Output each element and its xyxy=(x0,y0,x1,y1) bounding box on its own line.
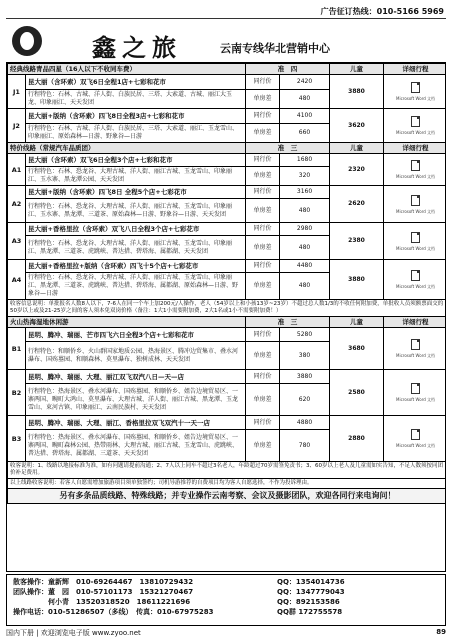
word-doc-label: Microsoft Word 文档 xyxy=(396,96,436,101)
child-price: 2380 xyxy=(330,223,384,260)
route-code: A4 xyxy=(8,260,26,300)
single-room-price: 660 xyxy=(280,124,330,143)
single-room-price: 380 xyxy=(280,342,330,370)
peer-price: 5280 xyxy=(280,328,330,342)
promo-banner xyxy=(8,489,447,504)
peer-price-label: 同行价 xyxy=(246,109,280,124)
route-code: B2 xyxy=(8,370,26,416)
header-child: 儿童 xyxy=(330,64,384,75)
header-child: 儿童 xyxy=(330,317,384,328)
route-title: 昆大丽+版纳（含环索）四飞8日 全程5个店+七彩花市 xyxy=(26,186,246,199)
contact-group-2: 何小青 13520318520 18611221696 xyxy=(13,598,191,606)
route-title: 昆大丽（含环索）双飞6日全程3个店+七彩和花市 xyxy=(26,154,246,167)
route-title: 昆大丽+香格里拉+版纳（含环索）四飞十5个店+七彩花市 xyxy=(26,260,246,273)
itinerary-doc-link[interactable] xyxy=(384,154,446,186)
peer-price: 3160 xyxy=(280,186,330,199)
header-detail: 详细行程 xyxy=(384,317,446,328)
route-row-j1 xyxy=(8,75,447,90)
route-row-a3 xyxy=(8,223,447,236)
header-standard: 准 三 xyxy=(246,317,330,328)
word-doc-label: Microsoft Word 文档 xyxy=(396,397,436,402)
route-code: B3 xyxy=(8,416,26,462)
header xyxy=(6,24,446,60)
peer-price: 2420 xyxy=(280,75,330,90)
top-rule xyxy=(6,18,446,19)
brand-name: 鑫之旅 xyxy=(92,33,182,62)
contact-row xyxy=(13,577,439,587)
single-room-price: 480 xyxy=(280,236,330,260)
word-doc-label: Microsoft Word 文档 xyxy=(396,284,436,289)
contact-qq: QQ：892153586 xyxy=(277,598,340,606)
word-doc-label: Microsoft Word 文档 xyxy=(396,208,436,214)
route-itinerary: 行程特色：石林、古城、洋人街、白族民居、三塔、大索道、古城、丽江大玉龙、印象丽江、天天发团 xyxy=(26,90,246,109)
single-room-label: 单房差 xyxy=(246,430,280,462)
single-room-label: 单房差 xyxy=(246,273,280,300)
word-document-icon xyxy=(411,429,420,440)
contact-phone-fax: 操作电话：010-51286507（多线） 传真：010-67975283 xyxy=(13,608,214,616)
route-title: 昆明、腾冲、瑞丽、大理、丽江双飞双汽八日—天—店 xyxy=(26,370,246,384)
peer-price: 4100 xyxy=(280,109,330,124)
child-price: 2880 xyxy=(330,416,384,462)
itinerary-doc-link[interactable] xyxy=(384,260,446,300)
route-itinerary: 行程特色：石林、恐龙谷、大理古城、洋人街、丽江古城、玉龙雪山、印象丽江、玉水寨、黑龙潭、三道茶、原始森林—日游、野象谷—日游、天天发团 xyxy=(26,199,246,223)
word-document-icon xyxy=(411,195,420,206)
peer-price-label: 同行价 xyxy=(246,75,280,90)
route-code: A2 xyxy=(8,186,26,223)
itinerary-doc-link[interactable] xyxy=(384,223,446,260)
child-price: 2320 xyxy=(330,154,384,186)
child-price: 3620 xyxy=(330,109,384,143)
footer-site-link[interactable]: 国内下册 | 欢迎浏览电子版 www.zyoo.net xyxy=(6,629,141,637)
peer-price-label: 同行价 xyxy=(246,370,280,384)
header-standard: 准 四 xyxy=(246,64,330,75)
single-room-label: 单房差 xyxy=(246,236,280,260)
route-row-j2 xyxy=(8,109,447,124)
single-room-label: 单房差 xyxy=(246,167,280,186)
header-standard: 准 三 xyxy=(246,143,330,154)
route-title: 昆明、腾冲、瑞丽、大理、丽江、香格里拉双飞双汽十一天一店 xyxy=(26,416,246,430)
child-price: 3880 xyxy=(330,260,384,300)
booking-notes-2 xyxy=(8,462,447,479)
single-room-price: 480 xyxy=(280,199,330,223)
section-label: 特价线路（常规汽车品质团） xyxy=(8,143,246,154)
word-doc-label: Microsoft Word 文档 xyxy=(396,130,436,135)
word-doc-label: Microsoft Word 文档 xyxy=(396,353,436,358)
word-doc-label: Microsoft Word 文档 xyxy=(396,174,436,179)
page-number: 89 xyxy=(436,628,446,636)
header-detail: 详细行程 xyxy=(384,143,446,154)
single-room-price: 780 xyxy=(280,430,330,462)
word-doc-label: Microsoft Word 文档 xyxy=(396,245,436,251)
itinerary-doc-link[interactable] xyxy=(384,370,446,416)
header-detail: 详细行程 xyxy=(384,64,446,75)
single-room-price: 620 xyxy=(280,384,330,416)
route-row-a1 xyxy=(8,154,447,167)
route-itinerary: 行程特色：石林、古城、洋人街、白族民居、三塔、大索道、丽江、玉龙雪山、印象丽江、原始森林—日游、野象谷—日游 xyxy=(26,124,246,143)
route-itinerary: 行程特色：热海景区、叠水河瀑布、国殇墓园、和顺侨乡、姐告边境贸易区、一寨两国、畹町森林公园、热带雨林、大理古城、丽江古城、玉龙雪山、虎跳峡、普达措、碧塔海、属都湖、三道茶、天天发团 xyxy=(26,430,246,462)
peer-price: 4880 xyxy=(280,416,330,430)
route-row-b3 xyxy=(8,416,447,430)
word-document-icon xyxy=(411,116,420,127)
route-code: B1 xyxy=(8,328,26,370)
itinerary-doc-link[interactable] xyxy=(384,416,446,462)
child-price: 2580 xyxy=(330,370,384,416)
word-document-icon xyxy=(411,383,420,394)
section-label: 火山热海湿地休闲游 xyxy=(8,317,246,328)
peer-price-label: 同行价 xyxy=(246,260,280,273)
word-document-icon xyxy=(411,82,420,93)
child-price: 3680 xyxy=(330,328,384,370)
route-title: 昆大丽（含环索）双飞6日全程1店+七彩和花市 xyxy=(26,75,246,90)
route-code: A1 xyxy=(8,154,26,186)
route-code: A3 xyxy=(8,223,26,260)
route-title: 昆明、腾冲、瑞丽、芒市四飞六日全程3个店+七彩和花市 xyxy=(26,328,246,342)
route-title: 昆大丽+香格里拉（含环索）双飞八日全程3个店+七彩花市 xyxy=(26,223,246,236)
itinerary-doc-link[interactable] xyxy=(384,75,446,109)
peer-price-label: 同行价 xyxy=(246,328,280,342)
single-room-price: 320 xyxy=(280,167,330,186)
booking-notes-text: 以上线路收客说明：若客人自愿需增加旅游项目须单独签约；司机导游推荐的自费项目均为客人自愿选择，不作为投诉理由。 xyxy=(8,479,447,489)
contact-row xyxy=(13,607,439,617)
brand-subtitle: 云南专线华北营销中心 xyxy=(220,42,330,55)
header-child: 儿童 xyxy=(330,143,384,154)
section-header-classic xyxy=(8,64,447,75)
peer-price: 2980 xyxy=(280,223,330,236)
booking-notes-text: 收客说明：1、线路以地接标准为准，如有问题请提前沟通；2、7人以上同车不超过3名老人，年龄超过70岁需签免责书；3、60岁以上老人及儿童需如实告知，不足人数须按同团价补足费用。 xyxy=(8,462,447,479)
peer-price-label: 同行价 xyxy=(246,223,280,236)
route-itinerary: 行程特色：石林、恐龙谷、大理古城、洋人街、丽江古城、玉龙雪山、印象丽江、黑龙潭、三道茶、虎跳峡、普达措、碧塔海、属都湖、天天发团 xyxy=(26,236,246,260)
page-footer xyxy=(6,628,446,639)
contact-group: 团队操作：董 园 010-57101173 15321270467 xyxy=(13,588,194,596)
contact-qq: QQ：1347779043 xyxy=(277,588,345,596)
route-itinerary: 行程特色：石林、恐龙谷、大理古城、洋人街、丽江古城、玉龙雪山、印象丽江、玉水寨、黑龙潭公园、天天发团 xyxy=(26,167,246,186)
route-row-a4 xyxy=(8,260,447,273)
single-room-label: 单房差 xyxy=(246,124,280,143)
peer-price-label: 同行价 xyxy=(246,154,280,167)
contact-block xyxy=(6,574,446,626)
route-row-b2 xyxy=(8,370,447,384)
contact-row xyxy=(13,587,439,597)
peer-price: 1680 xyxy=(280,154,330,167)
single-room-price: 480 xyxy=(280,273,330,300)
section-header-hotspring xyxy=(8,317,447,328)
promo-banner-text: 另有多条品质线路、特殊线路；并专业操作云南考察、会议及摄影团队，欢迎各同行来电询问！ xyxy=(8,489,447,504)
route-price-table xyxy=(6,62,446,572)
contact-scattered: 散客操作：童新辉 010-69264467 13810729432 xyxy=(13,578,194,586)
section-label: 经典线路青品四星（16人以下不收同车费） xyxy=(8,64,246,75)
peer-price-label: 同行价 xyxy=(246,416,280,430)
itinerary-doc-link[interactable] xyxy=(384,109,446,143)
single-room-label: 单房差 xyxy=(246,384,280,416)
itinerary-doc-link[interactable] xyxy=(384,186,446,223)
single-room-label: 单房差 xyxy=(246,90,280,109)
route-itinerary: 行程特色：石林、恐龙谷、大理古城、洋人街、丽江古城、玉龙雪山、印象丽江、黑龙潭、三道茶、虎跳峡、普达措、碧塔海、属都湖、原始森林—日游、野象谷—日游 xyxy=(26,273,246,300)
word-document-icon xyxy=(411,232,420,243)
contact-row xyxy=(13,597,439,607)
contact-qq: QQ：1354014736 xyxy=(277,578,345,586)
single-room-price: 480 xyxy=(280,90,330,109)
route-code: J1 xyxy=(8,75,26,109)
route-row-b1 xyxy=(8,328,447,342)
single-room-label: 单房差 xyxy=(246,199,280,223)
route-itinerary: 行程特色：和顺侨乡、火山群国家地质公园、热海景区、腾冲边贸集市、叠水河瀑布、国殇墓园、和顺森林、莫里瀑布、独树成林、天天发团 xyxy=(26,342,246,370)
ad-hotline: 广告征订热线：010-5166 5969 xyxy=(320,7,444,16)
route-itinerary: 行程特色：热海景区、叠水河瀑布、国殇墓园、和顺侨乡、姐告边境贸易区、一寨两国、畹町大鸿山、莫里瀑布、大理古城、洋人街、丽江古城、黑龙潭、玉龙雪山、束河古镇、印象丽江、云南民族村、天天发团 xyxy=(26,384,246,416)
itinerary-doc-link[interactable] xyxy=(384,328,446,370)
booking-notes xyxy=(8,300,447,317)
section-header-special xyxy=(8,143,447,154)
contact-qq-group: QQ群 172755578 xyxy=(277,608,343,616)
child-price: 2620 xyxy=(330,186,384,223)
booking-notes-text: 收客信息说明：单批报名人数8人以下，7-6人在同一个车上加200元/人操作，老人（54岁以上和小孩13岁~23岁）不超过总人数1/3的不收任何附加费，单批收人员须额票面交的50岁以上或及21-25岁之间的客人须本免双岗价格（备注：1大1小需要附加费，2大1名或1小不需要附加费！） xyxy=(8,300,447,317)
word-doc-label: Microsoft Word 文档 xyxy=(396,443,436,448)
word-document-icon xyxy=(411,339,420,350)
child-price: 3880 xyxy=(330,75,384,109)
word-document-icon xyxy=(411,160,420,171)
route-code: J2 xyxy=(8,109,26,143)
route-title: 昆大丽+版纳（含环索）四飞8日全程3店+七彩和花市 xyxy=(26,109,246,124)
booking-notes-3 xyxy=(8,479,447,489)
word-document-icon xyxy=(411,270,420,281)
peer-price: 3880 xyxy=(280,370,330,384)
route-row-a2 xyxy=(8,186,447,199)
single-room-label: 单房差 xyxy=(246,342,280,370)
peer-price: 4480 xyxy=(280,260,330,273)
company-logo xyxy=(12,26,42,56)
peer-price-label: 同行价 xyxy=(246,186,280,199)
